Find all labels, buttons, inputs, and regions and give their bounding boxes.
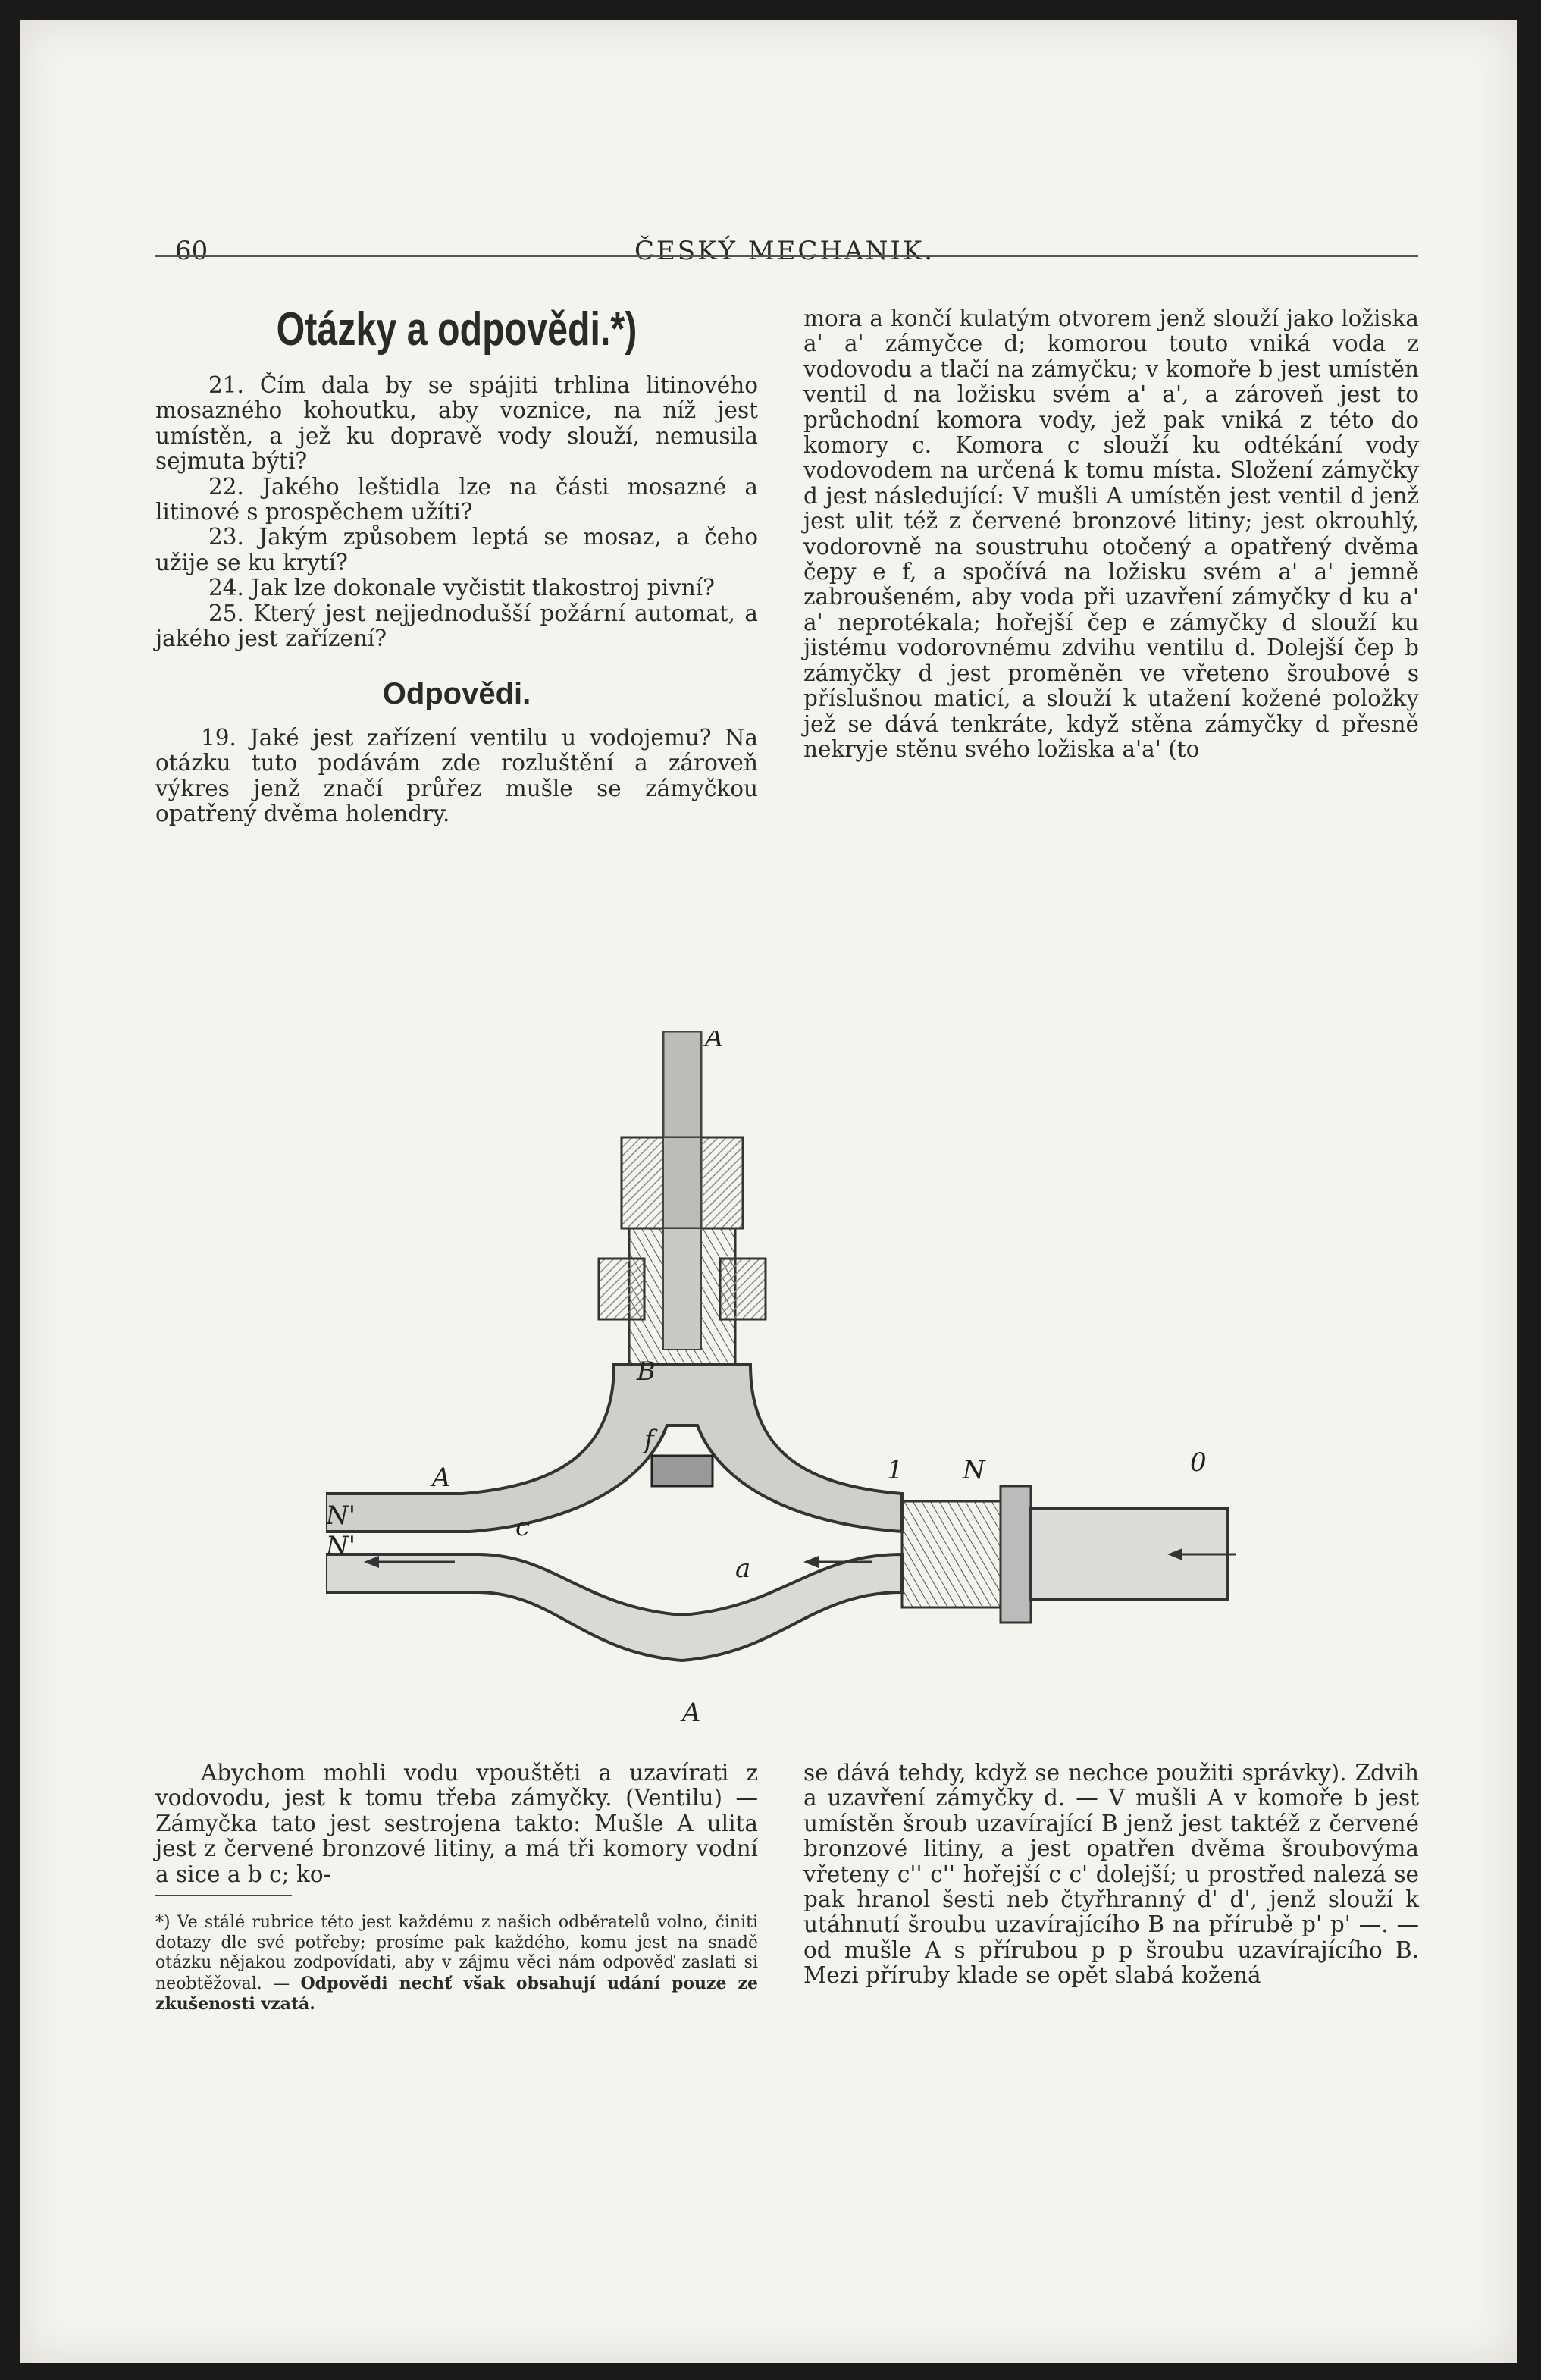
- question-25: 25. Který jest nejjednodušší požární automat, a jakého jest zařízení?: [155, 600, 758, 652]
- header-rule: [155, 255, 1418, 260]
- running-title: ČESKÝ MECHANIK.: [634, 236, 935, 266]
- valve-seat: [652, 1456, 713, 1486]
- footnote-text: *) Ve stálé rubrice této jest každému z našich odběratelů volno, činiti dotazy dle své potřeby; prosíme pak každého, komu jest na snadě otázku nějakou zodpovídati, aby v zájmu věci nám odpověď zaslati si neobtěžoval. —: [155, 1913, 758, 1993]
- label-B: B: [637, 1356, 656, 1387]
- answer-19-intro: 19. Jaké jest zařízení ventilu u vodojemu? Na otázku tuto podávám zde rozluštění a zároveň výkres jenž značí průřez mušle se zámyčkou opatřený dvěma holendry.: [155, 724, 758, 827]
- footnote-rule: [155, 1895, 292, 1896]
- right-coupling: [902, 1501, 1001, 1607]
- footnote-bold-text: Odpovědi nechť však obsahují udání pouze ze zkušenosti vzatá.: [155, 1973, 758, 2015]
- question-21: 21. Čím dala by se spájiti trhlina litinového mosazného kohoutku, aby voznice, na níž jest umístěn, a jež ku dopravě vody slouží, nemusila sejmuta býti?: [155, 372, 758, 475]
- bottom-right-column: [803, 1761, 1419, 1989]
- label-N-prime-1: N': [326, 1500, 356, 1531]
- label-A-bottom: A: [682, 1698, 701, 1728]
- valve-drawing: [326, 1031, 1281, 1729]
- questions-heading: Otázky a odpovědi.*): [276, 303, 637, 356]
- label-a: a: [735, 1554, 751, 1584]
- label-1: 1: [887, 1455, 904, 1485]
- label-A-top: A: [705, 1031, 724, 1053]
- question-24: 24. Jak lze dokonale vyčistit tlakostroj pivní?: [208, 575, 715, 601]
- label-A-left: A: [432, 1463, 451, 1493]
- question-22: 22. Jakého leštidla lze na části mosazné a litinové s prospěchem užíti?: [155, 473, 758, 525]
- page-number: 60: [175, 236, 208, 266]
- label-f: f: [644, 1425, 654, 1455]
- answers-heading: Odpovědi.: [382, 677, 531, 711]
- label-c: c: [515, 1512, 531, 1542]
- label-N-prime-2: N': [326, 1531, 356, 1561]
- footnote: [155, 1913, 758, 2015]
- right-column-text: mora a končí kulatým otvorem jenž slouží jako ložiska a' a' zámyčce d; komorou touto vniká voda z vodovodu a tlačí na zámyčku; v komoře b jest umístěn ventil d na ložisku svém a' a', a zároveň jest to průchodní komora vody, jež pak vniká z této do komory c. Komora c slouží ku odtékání vody vodovodem na určená k tomu místa. Složení zámyčky d jest následující: V mušli A umístěn jest ventil d jenž jest ulit též z červené bronzové litiny; jest okrouhlý, vodorovně na soustruhu otočený a opatřený dvěma čepy e f, a spočívá na ložisku svém a' a' jemně zabroušeném, aby voda při uzavření zámyčky d ku a' a' neprotékala; hořejší čep e zámyčky d slouží ku jistému vodorovnému zdvihu ventilu d. Dolejší čep b zámyčky d jest proměněn ve vřeteno šroubové s příslušnou maticí, a slouží k utažení kožené položky jež se dává tenkráte, když stěna zámyčky d přesně nekryje stěnu svého ložiska a'a' (to: [803, 306, 1419, 762]
- bottom-left-column: [155, 1761, 758, 2032]
- label-N: N: [963, 1455, 985, 1485]
- lower-chamber: [326, 1554, 902, 1660]
- right-column: [803, 306, 1419, 762]
- valve-body: [326, 1365, 902, 1532]
- left-column: [155, 288, 758, 827]
- page-header: [175, 236, 1394, 266]
- bottom-right-text: se dává tehdy, když se nechce použiti správky). Zdvih a uzavření zámyčky d. — V mušli A v komoře b jest umístěn šroub uzavírající B jenž jest taktéž z červené bronzové litiny, a jest opatřen dvěma šroubovýma vřeteny c'' c'' hořejší c c' dolejší; u prostřed nalezá se pak hranol šesti neb čtyřhranný d' d', jenž slouží k utáhnutí šroubu uzavírajícího B na přírubě p' p' —. — od mušle A s přírubou p p šroubu uzavírajícího B. Mezi příruby klade se opět slabá kožená: [803, 1760, 1419, 1989]
- valve-cross-section-figure: [326, 1031, 1281, 1729]
- question-23: 23. Jakým způsobem leptá se mosaz, a čeho užije se ku krytí?: [155, 524, 758, 575]
- bottom-left-text: Abychom mohli vodu vpouštěti a uzavírati z vodovodu, jest k tomu třeba zámyčky. (Ventilu) — Zámyčka tato jest sestrojena takto: Mušle A ulita jest z červené bronzové litiny, a má tři komory vodní a sice a b c; ko-: [155, 1760, 758, 1887]
- label-0: 0: [1190, 1447, 1207, 1478]
